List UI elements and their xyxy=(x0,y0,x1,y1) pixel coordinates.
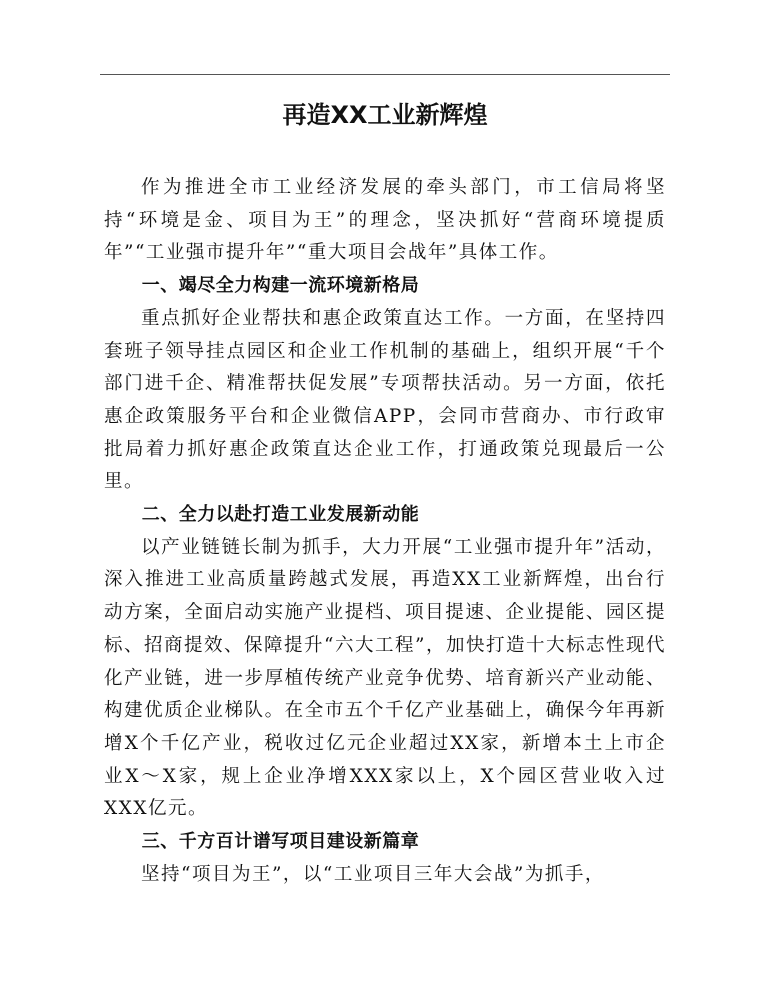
section-heading-1: 一、竭尽全力构建一流环境新格局 xyxy=(141,275,420,297)
section-paragraph-1: 重点抓好企业帮扶和惠企政策直达工作。一方面，在坚持四套班子领导挂点园区和企业工作机制的基础上，组织开展“千个部门进千企、精准帮扶促发展”专项帮扶活动。另一方面，依托惠企政策服务平台和企业微信APP，会同市营商办、市行政审批局着力抓好惠企政策直达企业工作，打通政策兑现最后一公里。 xyxy=(104,307,666,493)
section-paragraph-2: 以产业链链长制为抓手，大力开展“工业强市提升年”活动，深入推进工业高质量跨越式发展，再造XX工业新辉煌，出台行动方案，全面启动实施产业提档、项目提速、企业提能、园区提标、招商提效、保障提升“六大工程”，加快打造十大标志性现代化产业链，进一步厚植传统产业竞争优势、培育新兴产业动能、构建优质企业梯队。在全市五个千亿产业基础上，确保今年再新增X个千亿产业，税收过亿元企业超过XX家，新增本土上市企业X～X家，规上企业净增XXX家以上，X个园区营业收入过XXX亿元。 xyxy=(104,536,666,820)
document-title: 再造XX工业新辉煌 xyxy=(282,101,488,129)
section-paragraph-3: 坚持“项目为王”，以“工业项目三年大会战”为抓手， xyxy=(141,863,605,885)
section-heading-3: 三、千方百计谱写项目建设新篇章 xyxy=(141,831,420,853)
header-rule xyxy=(100,74,670,75)
intro-paragraph: 作为推进全市工业经济发展的牵头部门，市工信局将坚持“环境是金、项目为王”的理念，坚决抓好“营商环境提质年”“工业强市提升年”“重大项目会战年”具体工作。 xyxy=(104,177,666,264)
section-heading-2: 二、全力以赴打造工业发展新动能 xyxy=(141,504,420,526)
document-body xyxy=(104,172,666,891)
